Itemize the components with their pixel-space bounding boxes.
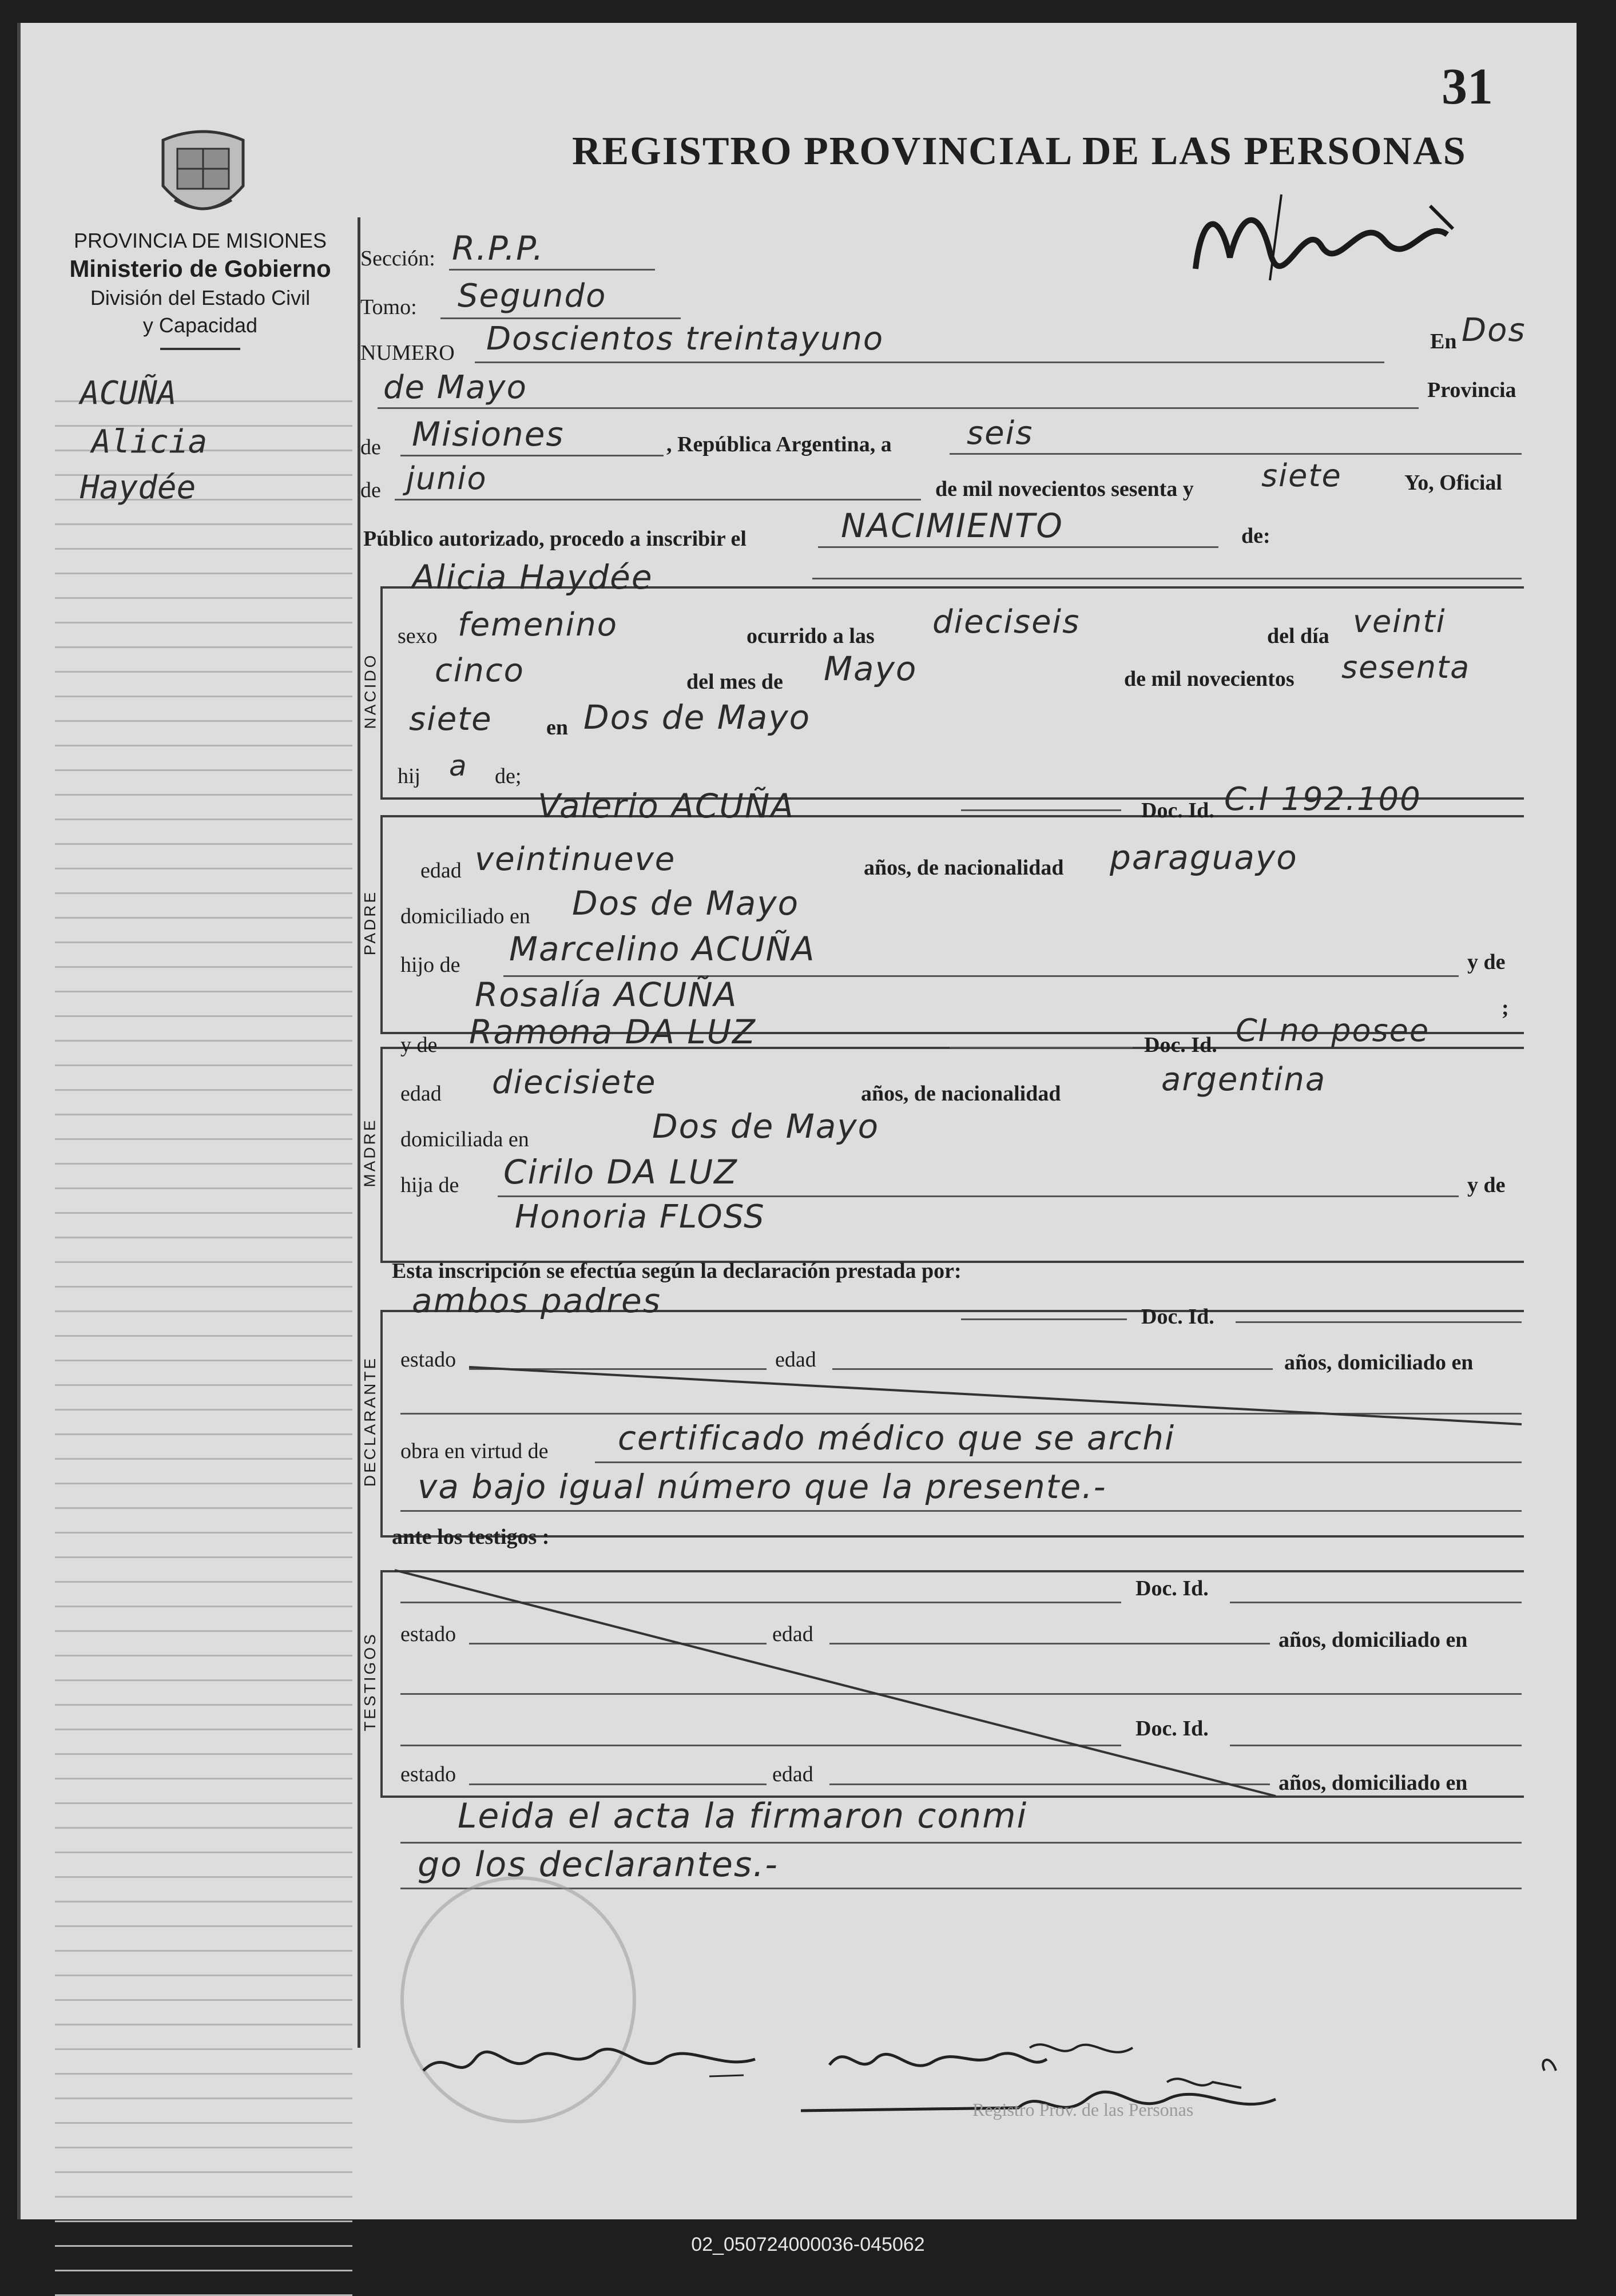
margin-rule-line bbox=[55, 1706, 352, 1730]
margin-rule-line bbox=[55, 1263, 352, 1288]
testigos-label: TESTIGOS bbox=[361, 1632, 379, 1731]
margin-rule-line bbox=[55, 1017, 352, 1042]
year-value: siete bbox=[1261, 458, 1342, 494]
madre-name-value: Ramona DA LUZ bbox=[469, 1012, 756, 1051]
padre-doc-value: C.I 192.100 bbox=[1224, 781, 1422, 818]
margin-rule-line bbox=[55, 919, 352, 943]
nacido-label: NACIDO bbox=[361, 653, 379, 729]
margin-rule-line bbox=[55, 1140, 352, 1165]
declarante-edad-label: edad bbox=[775, 1348, 816, 1372]
declarante-label: DECLARANTE bbox=[361, 1356, 379, 1487]
tomo-label: Tomo: bbox=[360, 295, 417, 319]
seccion-line bbox=[449, 269, 655, 271]
madre-mother-value: Honoria FLOSS bbox=[515, 1198, 765, 1236]
padre-doc-label: Doc. Id. bbox=[1141, 799, 1214, 823]
hij-label: hij bbox=[398, 764, 421, 788]
closing-underline-1 bbox=[400, 1842, 1522, 1844]
seccion-label: Sección: bbox=[360, 247, 435, 271]
place-line bbox=[378, 407, 1419, 409]
margin-rule-line bbox=[55, 648, 352, 673]
margin-rule-line bbox=[55, 673, 352, 697]
declarante-intro: Esta inscripción se efectúa según la declaración prestada por: bbox=[392, 1259, 962, 1283]
margin-rule-line bbox=[55, 550, 352, 574]
issuer-capacity: y Capacidad bbox=[142, 313, 258, 337]
margin-given-name-1: Alicia bbox=[92, 423, 208, 460]
margin-rule-line bbox=[55, 968, 352, 992]
sexo-value: femenino bbox=[458, 606, 618, 643]
margin-rule-line bbox=[55, 1066, 352, 1091]
issuer-block bbox=[51, 229, 349, 350]
obra-label: obra en virtud de bbox=[400, 1439, 549, 1463]
margin-rule-line bbox=[55, 1853, 352, 1878]
padre-nac-label: años, de nacionalidad bbox=[864, 856, 1064, 880]
signatures bbox=[423, 2036, 1396, 2219]
padre-edad-value: veintinueve bbox=[475, 841, 676, 878]
testigos-intro: ante los testigos : bbox=[392, 1525, 550, 1549]
official-signature bbox=[1178, 172, 1476, 286]
act-line bbox=[818, 546, 1218, 548]
closing-line-2: go los declarantes.- bbox=[418, 1845, 779, 1885]
margin-rule-line bbox=[55, 525, 352, 550]
testigo1-estado-label: estado bbox=[400, 1622, 456, 1646]
margin-rule-line bbox=[55, 1829, 352, 1853]
publico-label: Público autorizado, procedo a inscribir el bbox=[363, 527, 747, 551]
margin-rule-line bbox=[55, 1976, 352, 2001]
madre-doc-value: CI no posee bbox=[1236, 1012, 1430, 1048]
madre-y-de-label: y de bbox=[1467, 1173, 1506, 1197]
margin-rule-line bbox=[55, 1484, 352, 1509]
testigo1-edad-label: edad bbox=[772, 1622, 813, 1646]
madre-y-de-label: y de bbox=[400, 1033, 438, 1057]
padre-nac-value: paraguayo bbox=[1110, 838, 1298, 877]
en-label: En bbox=[1430, 329, 1457, 353]
padre-mother-value: Rosalía ACUÑA bbox=[475, 975, 738, 1014]
margin-rule-line bbox=[55, 2001, 352, 2025]
margin-rule-line bbox=[55, 1927, 352, 1952]
provincia-label: Provincia bbox=[1427, 378, 1516, 402]
margin-rule-line bbox=[55, 894, 352, 919]
hij-value: a bbox=[449, 749, 468, 782]
numero-line bbox=[475, 362, 1384, 363]
testigo2-edad-label: edad bbox=[772, 1762, 813, 1786]
sexo-label: sexo bbox=[398, 624, 438, 648]
padre-hijo-label: hijo de bbox=[400, 953, 460, 977]
testigo1-dom-label: años, domiciliado en bbox=[1278, 1628, 1468, 1652]
madre-edad-label: edad bbox=[400, 1082, 442, 1106]
declarante-value: ambos padres bbox=[412, 1281, 661, 1320]
padre-name-value: Valerio ACUÑA bbox=[538, 786, 795, 825]
month-line bbox=[395, 499, 921, 500]
margin-rule-line bbox=[55, 1238, 352, 1263]
margin-rule-line bbox=[55, 2050, 352, 2075]
seccion-value: R.P.P. bbox=[452, 229, 545, 268]
margin-rule-line bbox=[55, 2148, 352, 2173]
obra-line-1 bbox=[595, 1461, 1522, 1463]
dia-value-1: veinti bbox=[1353, 603, 1446, 639]
padre-edad-label: edad bbox=[420, 859, 462, 883]
padre-dom-value: Dos de Mayo bbox=[572, 884, 800, 923]
hora-value: dieciseis bbox=[932, 603, 1081, 641]
anio-value-2: siete bbox=[409, 701, 493, 738]
nacido-en-label: en bbox=[546, 716, 568, 740]
margin-rule-line bbox=[55, 2075, 352, 2099]
madre-label: MADRE bbox=[361, 1118, 379, 1187]
margin-surname: ACUÑA bbox=[80, 375, 177, 412]
testigo2-dom-label: años, domiciliado en bbox=[1278, 1771, 1468, 1795]
testigos-strike bbox=[395, 1570, 1539, 1822]
margin-rule-line bbox=[55, 845, 352, 869]
de-colon-label: de: bbox=[1241, 524, 1270, 548]
obra-value-1: certificado médico que se archi bbox=[618, 1419, 1176, 1457]
margin-rule-line bbox=[55, 1558, 352, 1583]
madre-doc-label: Doc. Id. bbox=[1144, 1033, 1217, 1057]
obra-line-2 bbox=[400, 1510, 1522, 1512]
madre-name-line bbox=[950, 1047, 1133, 1048]
margin-given-name-2: Haydée bbox=[80, 469, 196, 506]
madre-father-value: Cirilo DA LUZ bbox=[503, 1153, 738, 1191]
issuer-divider bbox=[160, 348, 240, 350]
act-value: NACIMIENTO bbox=[841, 506, 1063, 545]
place-value: de Mayo bbox=[383, 369, 527, 406]
margin-rule-line bbox=[55, 1042, 352, 1066]
margin-rule-line bbox=[55, 869, 352, 894]
declarante-doc-label: Doc. Id. bbox=[1141, 1305, 1214, 1329]
margin-rule-line bbox=[55, 1902, 352, 1927]
margin-rule-line bbox=[55, 722, 352, 746]
margin-rule-line bbox=[55, 1189, 352, 1214]
madre-father-line bbox=[498, 1195, 1459, 1197]
page-number: 31 bbox=[1442, 58, 1493, 115]
margin-rule-line bbox=[55, 2173, 352, 2198]
padre-label: PADRE bbox=[361, 889, 379, 955]
declarante-dom-label: años, domiciliado en bbox=[1284, 1350, 1474, 1375]
margin-rule-line bbox=[55, 623, 352, 648]
en-value: Dos bbox=[1462, 312, 1526, 349]
margin-rule-line bbox=[55, 1214, 352, 1238]
margin-rule-line bbox=[55, 1411, 352, 1435]
tomo-value: Segundo bbox=[458, 277, 607, 315]
margin-rule-line bbox=[55, 1779, 352, 1804]
nacido-name-value: Alicia Haydée bbox=[412, 558, 653, 597]
province-value: Misiones bbox=[412, 415, 565, 454]
margin-rule-line bbox=[55, 1115, 352, 1140]
margin-rule-line bbox=[55, 2271, 352, 2296]
mil-label: de mil novecientos bbox=[1124, 667, 1295, 691]
obra-value-2: va bajo igual número que la presente.- bbox=[418, 1467, 1107, 1506]
month-value: junio bbox=[406, 460, 487, 496]
margin-rule-line bbox=[55, 1386, 352, 1411]
margin-rule-line bbox=[55, 1435, 352, 1460]
margin-rule-line bbox=[55, 1632, 352, 1657]
margin-rule-line bbox=[55, 1091, 352, 1115]
madre-hija-label: hija de bbox=[400, 1173, 459, 1197]
margin-rule-line bbox=[55, 2025, 352, 2050]
margin-rule-line bbox=[55, 1804, 352, 1829]
padre-name-line bbox=[961, 809, 1121, 811]
margin-rule-line bbox=[55, 1952, 352, 1976]
testigo1-doc-label: Doc. Id. bbox=[1135, 1576, 1209, 1600]
margin-ruled-lines bbox=[55, 378, 352, 2208]
margin-rule-line bbox=[55, 1657, 352, 1681]
anio-value-1: sesenta bbox=[1341, 649, 1471, 685]
padre-y-de-label: y de bbox=[1467, 950, 1506, 974]
republica-label: , República Argentina, a bbox=[666, 432, 892, 456]
margin-rule-line bbox=[55, 2099, 352, 2124]
lugar-value: Dos de Mayo bbox=[583, 698, 811, 737]
tomo-line bbox=[440, 317, 681, 319]
numero-value: Doscientos treintayuno bbox=[486, 320, 884, 357]
issuer-ministry: Ministerio de Gobierno bbox=[69, 255, 331, 282]
padre-dom-label: domiciliado en bbox=[400, 904, 530, 928]
margin-rule-line bbox=[55, 943, 352, 968]
margin-rule-line bbox=[55, 1755, 352, 1779]
numero-label: NUMERO bbox=[360, 341, 455, 365]
margin-rule-line bbox=[55, 1583, 352, 1607]
day-value: seis bbox=[967, 415, 1034, 452]
margin-rule-line bbox=[55, 1312, 352, 1337]
margin-rule-line bbox=[55, 1288, 352, 1312]
ocurrido-label: ocurrido a las bbox=[747, 624, 875, 648]
margin-rule-line bbox=[55, 2198, 352, 2222]
declarante-value-line bbox=[961, 1318, 1127, 1320]
registry-stamp-text: Registro Prov. de las Personas bbox=[972, 2099, 1194, 2120]
margin-rule-line bbox=[55, 796, 352, 820]
margin-rule-line bbox=[55, 1681, 352, 1706]
mes-value: Mayo bbox=[824, 649, 918, 688]
province-crest-icon bbox=[152, 123, 255, 232]
page-title: REGISTRO PROVINCIAL DE LAS PERSONAS bbox=[572, 129, 1467, 173]
de-label: de bbox=[360, 435, 381, 459]
issuer-division: División del Estado Civil bbox=[90, 286, 311, 309]
testigo2-estado-label: estado bbox=[400, 1762, 456, 1786]
margin-rule-line bbox=[55, 697, 352, 722]
margin-rule-line bbox=[55, 2124, 352, 2148]
declarante-estado-label: estado bbox=[400, 1348, 456, 1372]
dia-value-2: cinco bbox=[435, 652, 525, 689]
footer-caption: 02_050724000036-045062 bbox=[691, 2234, 925, 2255]
margin-rule-line bbox=[55, 1337, 352, 1361]
margin-rule-line bbox=[55, 1607, 352, 1632]
madre-dom-label: domiciliada en bbox=[400, 1127, 529, 1151]
margin-rule-line bbox=[55, 1534, 352, 1558]
margin-rule-line bbox=[55, 992, 352, 1017]
margin-rule-line bbox=[55, 1878, 352, 1902]
day-line bbox=[950, 453, 1522, 455]
margin-rule-line bbox=[55, 599, 352, 623]
margin-rule-line bbox=[55, 1509, 352, 1534]
padre-semicolon: ; bbox=[1502, 996, 1509, 1020]
closing-line-1: Leida el acta la firmaron conmi bbox=[458, 1796, 1028, 1836]
del-dia-label: del día bbox=[1267, 624, 1329, 648]
issuer-province: PROVINCIA DE MISIONES bbox=[73, 229, 327, 252]
margin-rule-line bbox=[55, 771, 352, 796]
province-line bbox=[400, 455, 664, 456]
madre-dom-value: Dos de Mayo bbox=[652, 1107, 880, 1146]
testigo2-doc-label: Doc. Id. bbox=[1135, 1717, 1209, 1741]
margin-rule-line bbox=[55, 574, 352, 599]
mes-label: del mes de bbox=[686, 670, 783, 694]
margin-rule-line bbox=[55, 1165, 352, 1189]
margin-rule-line bbox=[55, 820, 352, 845]
madre-nac-label: años, de nacionalidad bbox=[861, 1082, 1061, 1106]
margin-rule-line bbox=[55, 746, 352, 771]
hij-de-label: de; bbox=[495, 764, 522, 788]
year-label: de mil novecientos sesenta y bbox=[935, 477, 1194, 501]
madre-nac-value: argentina bbox=[1161, 1061, 1327, 1098]
padre-father-value: Marcelino ACUÑA bbox=[509, 929, 816, 968]
de-label-2: de bbox=[360, 478, 381, 502]
margin-rule-line bbox=[55, 1460, 352, 1484]
margin-rule-line bbox=[55, 1361, 352, 1386]
madre-edad-value: diecisiete bbox=[492, 1064, 657, 1101]
margin-rule-line bbox=[55, 1730, 352, 1755]
nacido-name-line bbox=[812, 578, 1522, 579]
declarante-doc-line bbox=[1236, 1321, 1522, 1323]
yo-oficial-label: Yo, Oficial bbox=[1404, 471, 1502, 495]
